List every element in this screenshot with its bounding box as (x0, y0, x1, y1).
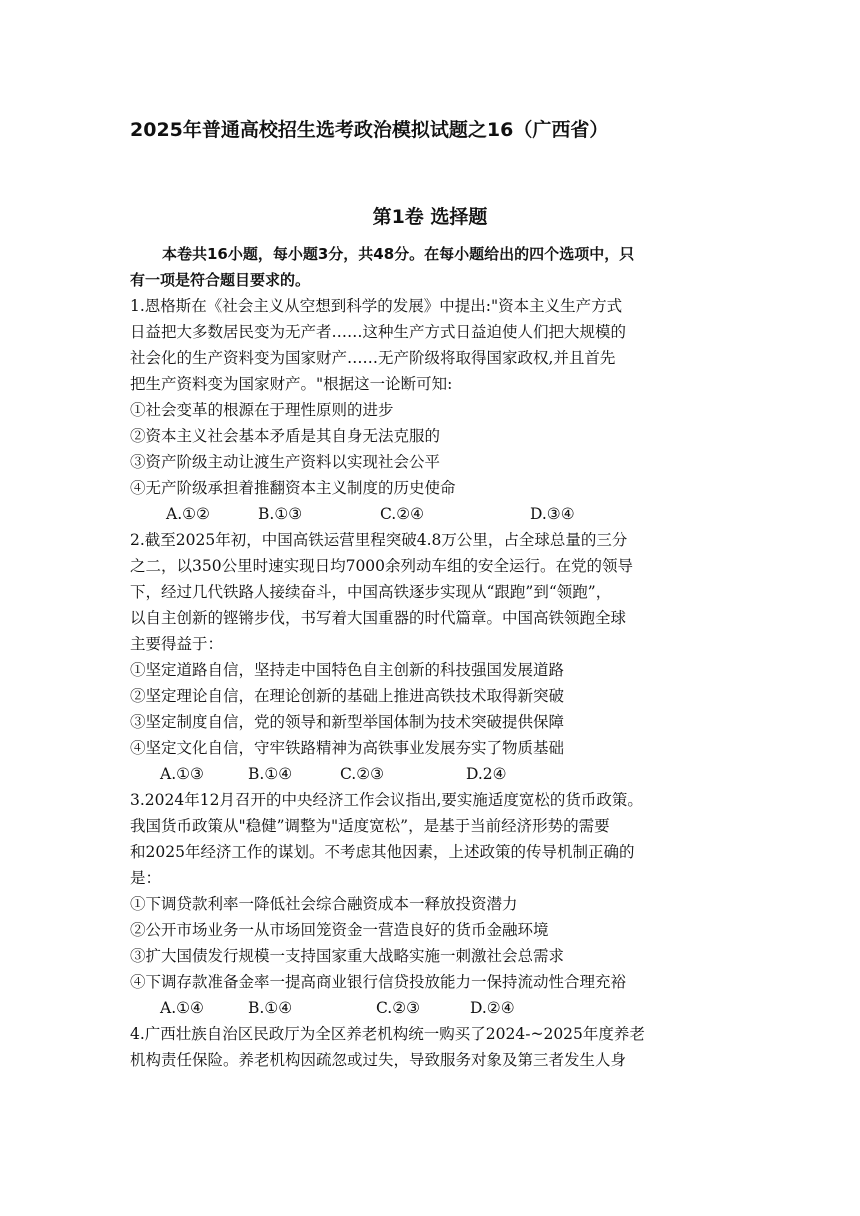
document-title: 2025年普通高校招生选考政治模拟试题之16（广西省） (130, 119, 609, 141)
question-stem-line: 3.2024年12月召开的中央经济工作会议指出,要实施适度宽松的货币政策。 (130, 791, 643, 809)
instructions-line: 有一项是符合题目要求的。 (130, 271, 311, 289)
question-item: ③坚定制度自信，党的领导和新型举国体制为技术突破提供保障 (130, 713, 565, 731)
question-stem-line: 2.截至2025年初，中国高铁运营里程突破4.8万公里，占全球总量的三分 (130, 531, 628, 549)
question-item: ①社会变革的根源在于理性原则的进步 (130, 401, 394, 419)
question-item: ①坚定道路自信，坚持走中国特色自主创新的科技强国发展道路 (130, 661, 565, 679)
section-title: 第1卷 选择题 (372, 206, 488, 228)
question-stem-line: 下，经过几代铁路人接续奋斗，中国高铁逐步实现从“跟跑”到“领跑”， (130, 583, 612, 601)
option-b: B.①④ (248, 765, 293, 783)
question-stem-line: 日益把大多数居民变为无产者……这种生产方式日益迫使人们把大规模的 (130, 323, 627, 341)
answer-options (130, 995, 730, 1021)
question-stem-line: 以自主创新的铿锵步伐，书写着大国重器的时代篇章。中国高铁领跑全球 (130, 609, 627, 627)
question-item: ④坚定文化自信，守牢铁路精神为高铁事业发展夯实了物质基础 (130, 739, 565, 757)
question-item: ③资产阶级主动让渡生产资料以实现社会公平 (130, 453, 441, 471)
answer-options (130, 501, 730, 527)
question-stem-line: 机构责任保险。养老机构因疏忽或过失，导致服务对象及第三者发生人身 (130, 1051, 627, 1069)
option-a: A.①② (166, 505, 210, 523)
question-stem-line: 是： (130, 869, 162, 887)
question-item: ①下调贷款利率一降低社会综合融资成本一释放投资潜力 (130, 895, 518, 913)
question-stem-line: 主要得益于： (130, 635, 224, 653)
question-stem-line: 社会化的生产资料变为国家财产……无产阶级将取得国家政权,并且首先 (130, 349, 616, 367)
option-c: C.②③ (340, 765, 385, 783)
question-item: ③扩大国债发行规模一支持国家重大战略实施一刺激社会总需求 (130, 947, 565, 965)
question-item: ②坚定理论自信，在理论创新的基础上推进高铁技术取得新突破 (130, 687, 565, 705)
question-stem-line: 和2025年经济工作的谋划。不考虑其他因素，上述政策的传导机制正确的 (130, 843, 635, 861)
option-a: A.①③ (160, 765, 204, 783)
answer-options (130, 761, 730, 787)
question-item: ②公开市场业务一从市场回笼资金一营造良好的货币金融环境 (130, 921, 549, 939)
instructions-line: 本卷共16小题，每小题3分，共48分。在每小题给出的四个选项中，只 (162, 245, 635, 263)
question-stem-line: 4.广西壮族自治区民政厅为全区养老机构统一购买了2024-~2025年度养老 (130, 1025, 645, 1043)
question-item: ④无产阶级承担着推翻资本主义制度的历史使命 (130, 479, 456, 497)
question-stem-line: 我国货币政策从"稳健”调整为"适度宽松”，是基于当前经济形势的需要 (130, 817, 610, 835)
question-3 (130, 787, 730, 1021)
option-a: A.①④ (160, 999, 204, 1017)
option-c: C.②④ (380, 505, 425, 523)
document-body (130, 241, 730, 1073)
option-d: D.2④ (466, 765, 507, 783)
option-c: C.②③ (376, 999, 421, 1017)
question-item: ④下调存款准备金率一提高商业银行信贷投放能力一保持流动性合理充裕 (130, 973, 627, 991)
question-1 (130, 293, 730, 527)
question-item: ②资本主义社会基本矛盾是其自身无法克服的 (130, 427, 441, 445)
option-b: B.①③ (258, 505, 303, 523)
question-stem-line: 把生产资料变为国家财产。"根据这一论断可知: (130, 375, 453, 393)
question-stem-line: 之二，以350公里时速实现日均7000余列动车组的安全运行。在党的领导 (130, 557, 634, 575)
question-2 (130, 527, 730, 787)
question-4 (130, 1021, 730, 1073)
question-stem-line: 1.恩格斯在《社会主义从空想到科学的发展》中提出:"资本主义生产方式 (130, 297, 623, 315)
option-b: B.①④ (248, 999, 293, 1017)
option-d: D.②④ (470, 999, 515, 1017)
option-d: D.③④ (530, 505, 575, 523)
